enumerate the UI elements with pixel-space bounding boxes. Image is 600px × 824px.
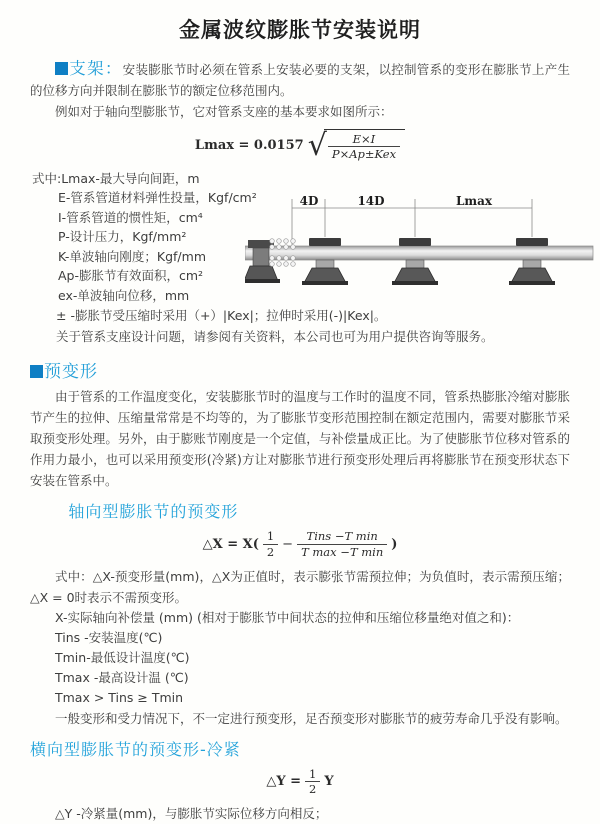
temp-def-line: Tins -安装温度(℃): [55, 630, 163, 645]
formula-lmax: [30, 129, 570, 162]
formula-dx-lhs: △X = X(: [202, 536, 259, 552]
predeform-section-heading: 预变形: [30, 357, 570, 382]
temp-def-line: Tmax -最高设计温 (℃): [55, 670, 189, 685]
definition-line: K-单波轴向刚度；Kgf/mm: [58, 248, 206, 264]
guide-support: [302, 238, 348, 285]
temp-def-line: Tmax > Tins ≥ Tmin: [55, 690, 184, 705]
formula-lmax-lhs: Lmax = 0.0157: [194, 137, 304, 153]
formula-delta-y: [30, 767, 570, 797]
definition-line: E-管系管道材料弹性投量，Kgf/cm²: [58, 190, 257, 206]
formula-dx-rhs: ): [391, 536, 398, 552]
dimension-label-14d: 14D: [357, 194, 385, 208]
sqrt-sign: √: [307, 127, 327, 163]
dimension-label-4d: 4D: [299, 194, 319, 208]
definition-line: P-设计压力，Kgf/mm²: [58, 229, 187, 245]
consult-note: 关于管系支座设计问题，请参阅有关资料，本公司也可为用户提供咨询等服务。: [56, 329, 494, 345]
guide-support: [509, 238, 555, 285]
temp-frac-numerator: Tins −T min: [297, 529, 387, 544]
pipe-support-diagram: [245, 195, 595, 291]
lateral-subheading: 横向型膨胀节的预变形-冷紧: [30, 740, 241, 759]
formula-lmax-numerator: E×I: [328, 132, 400, 147]
formula-dy-lhs: △Y =: [266, 774, 302, 790]
half-numerator: 1: [263, 529, 278, 544]
guide-support: [392, 238, 438, 285]
half-denominator: 2: [309, 782, 317, 797]
dimension-label-lmax: Lmax: [455, 194, 493, 208]
definition-line: 式中:Lmax-最大导向间距，m: [32, 170, 200, 186]
x-definition-line: X-实际轴向补偿量 (mm) (相对于膨胀节中间状态的拉伸和压缩位移量绝对值之和)：: [55, 610, 520, 625]
section-bullet-icon: [55, 62, 68, 75]
formula-lmax-denominator: P×Ap±Kex: [331, 147, 397, 162]
support-intro-text: 安装膨胀节时必须在管系上安装必要的支架，以控制管系的变形在膨胀节上产生的位移方向并限制在膨胀节的额定位移范围内。: [30, 62, 570, 98]
axial-note-line: 一般变形和受力情况下，不一定进行预变形，足否预变形对膨胀节的疲劳寿命几乎没有影响。: [55, 711, 568, 726]
axial-explain-paragraph: 式中：△X-预变形量(mm)，△X为正值时，表示膨张节需预拉伸；为负值时，表示需预压缩；△X = 0时表示不需预变形。: [30, 569, 570, 605]
half-numerator: 1: [305, 767, 320, 782]
predeform-paragraph: 由于管系的工作温度变化，安装膨胀节时的温度与工作时的温度不同，管系热膨胀冷缩对膨胀节产生的拉伸、压缩量常常是不均等的，为了膨胀节变形范围控制在额定范围内，需要对膨胀节采取预变形处理。另外，由于膨账节刚度是一个定值，与补偿量成正比。为了使膨胀节位移对管系的作用力最小，也可以采用预变形(冷紧)方让对膨胀节进行预变形处理后再将膨胀节在预变形状态下安装在管系中。: [30, 389, 570, 489]
axial-subheading: 轴向型膨胀节的预变形: [68, 502, 239, 522]
support-example-line: 例如对于轴向型膨胀节，它对管系支座的基本要求如图所示：: [55, 104, 393, 119]
dy-definition-line: △Y -冷紧量(mm)，与膨胀节实际位移方向相反；: [55, 805, 328, 821]
temperature-definitions-list: [30, 628, 570, 708]
half-denominator: 2: [266, 544, 275, 559]
plus-minus-note: ± -膨胀节受压缩时采用（+）|Kex|；拉伸时采用(-)|Kex|。: [56, 308, 387, 324]
definition-line: I-管系管道的惯性矩，cm⁴: [58, 209, 203, 225]
support-intro-paragraph: [30, 58, 570, 101]
definitions-and-diagram: [30, 169, 570, 348]
pipe: [245, 246, 593, 260]
page-title: 金属波纹膨胀节安装说明: [179, 18, 421, 42]
formula-delta-x: [30, 529, 570, 559]
section-bullet-icon: [30, 365, 43, 378]
temp-frac-denominator: T max −T min: [301, 544, 384, 559]
definition-line: Ap-膨胀节有效面积，cm²: [58, 268, 204, 284]
definition-line: ex-单波轴向位移，mm: [58, 287, 190, 303]
formula-dy-rhs: Y: [324, 774, 334, 790]
support-section-heading: 支架：: [69, 59, 123, 78]
sqrt-radical: [308, 129, 405, 162]
minus-sign: −: [282, 536, 294, 552]
temp-def-line: Tmin-最低设计温度(℃): [55, 650, 190, 665]
